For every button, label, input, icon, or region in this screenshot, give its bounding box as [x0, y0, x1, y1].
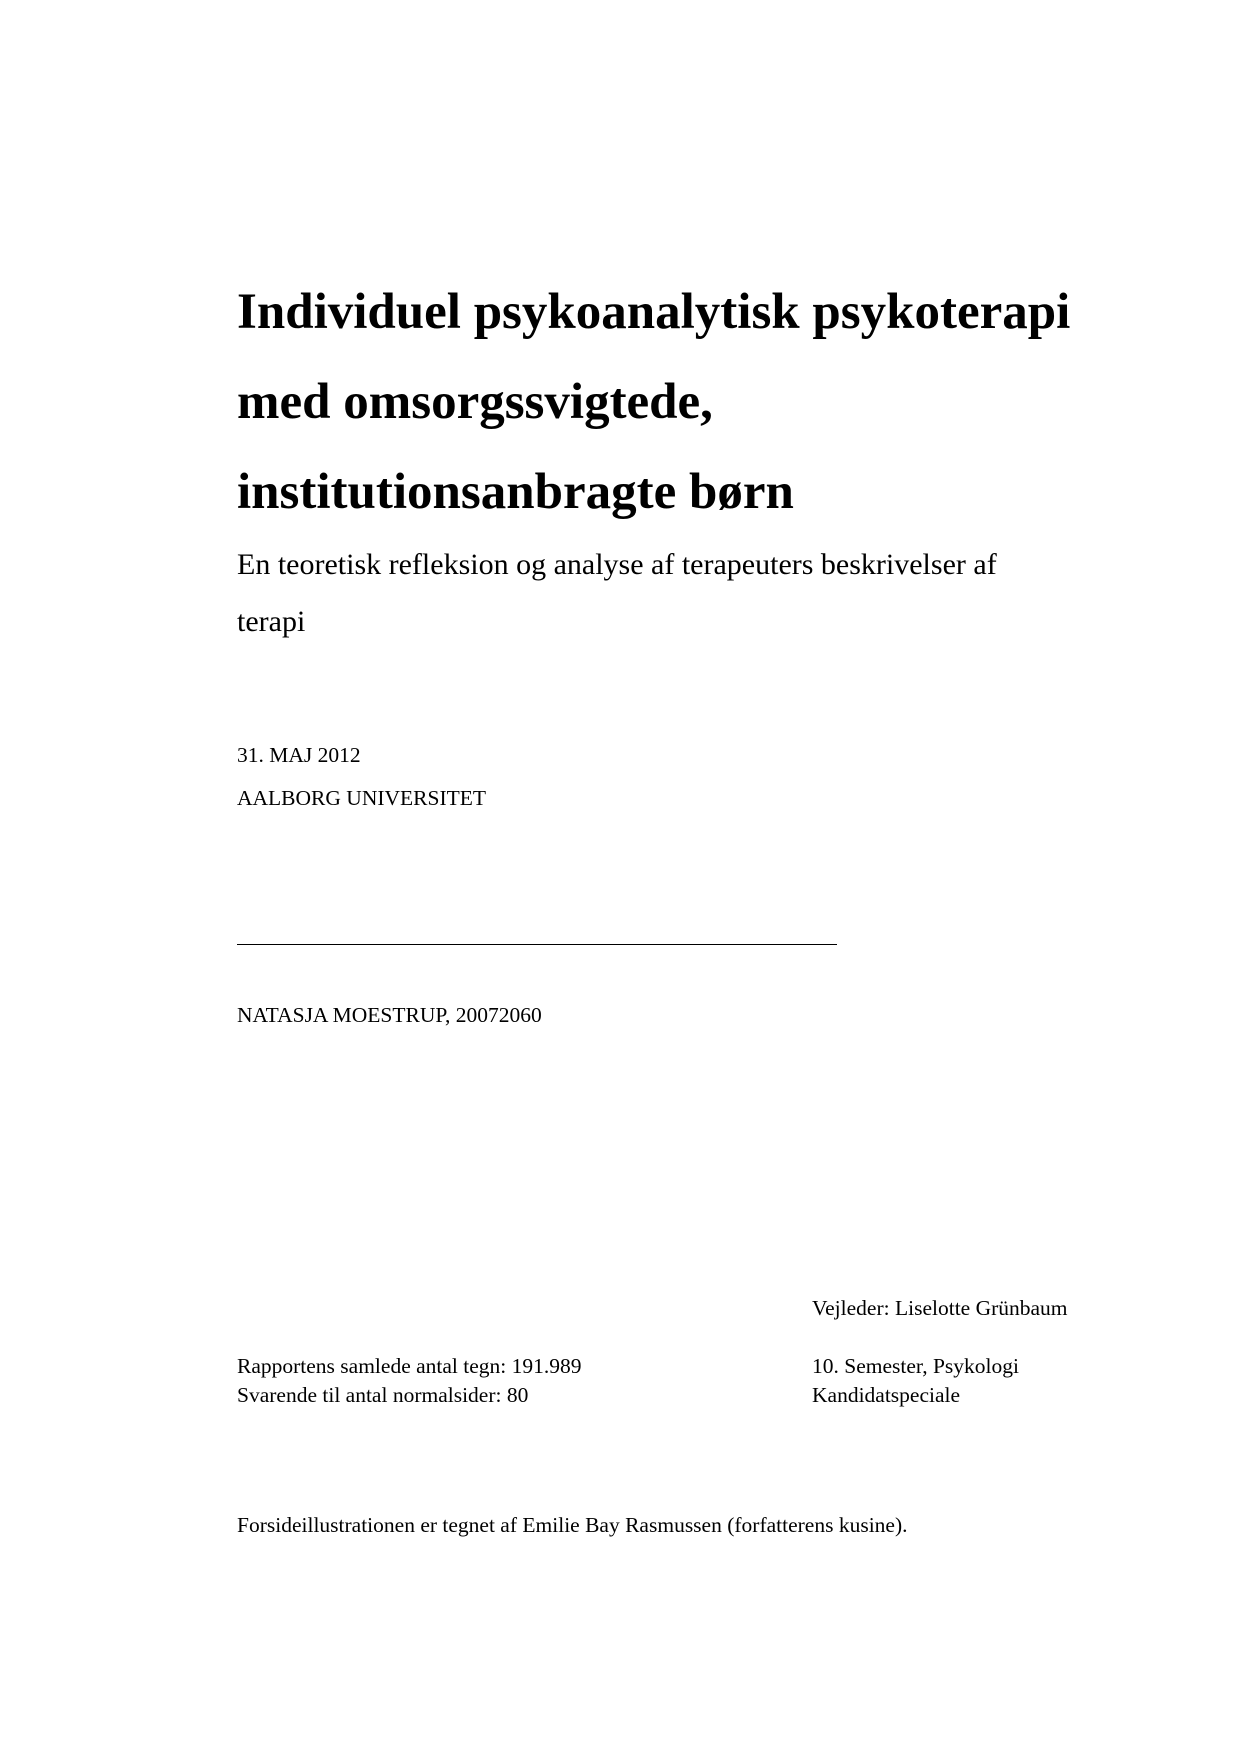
title-line-2: med omsorgssvigtede,	[237, 374, 713, 430]
date: 31. MAJ 2012	[237, 743, 361, 767]
semester: 10. Semester, Psykologi	[812, 1354, 1019, 1378]
author: NATASJA MOESTRUP, 20072060	[237, 1003, 542, 1027]
subtitle-line-2: terapi	[237, 605, 306, 638]
thesis-type: Kandidatspeciale	[812, 1383, 961, 1407]
title-line-3: institutionsanbragte børn	[237, 464, 794, 520]
signature-line	[237, 944, 837, 945]
normal-pages: Svarende til antal normalsider: 80	[237, 1383, 529, 1407]
university: AALBORG UNIVERSITET	[237, 786, 487, 810]
subtitle-line-1: En teoretisk refleksion og analyse af terapeuters beskrivelser af	[237, 548, 997, 581]
illustration-credit: Forsideillustrationen er tegnet af Emilie Bay Rasmussen (forfatterens kusine).	[237, 1513, 908, 1537]
char-count: Rapportens samlede antal tegn: 191.989	[237, 1354, 582, 1378]
supervisor: Vejleder: Liselotte Grünbaum	[812, 1296, 1068, 1320]
title-line-1: Individuel psykoanalytisk psykoterapi	[237, 284, 1071, 340]
